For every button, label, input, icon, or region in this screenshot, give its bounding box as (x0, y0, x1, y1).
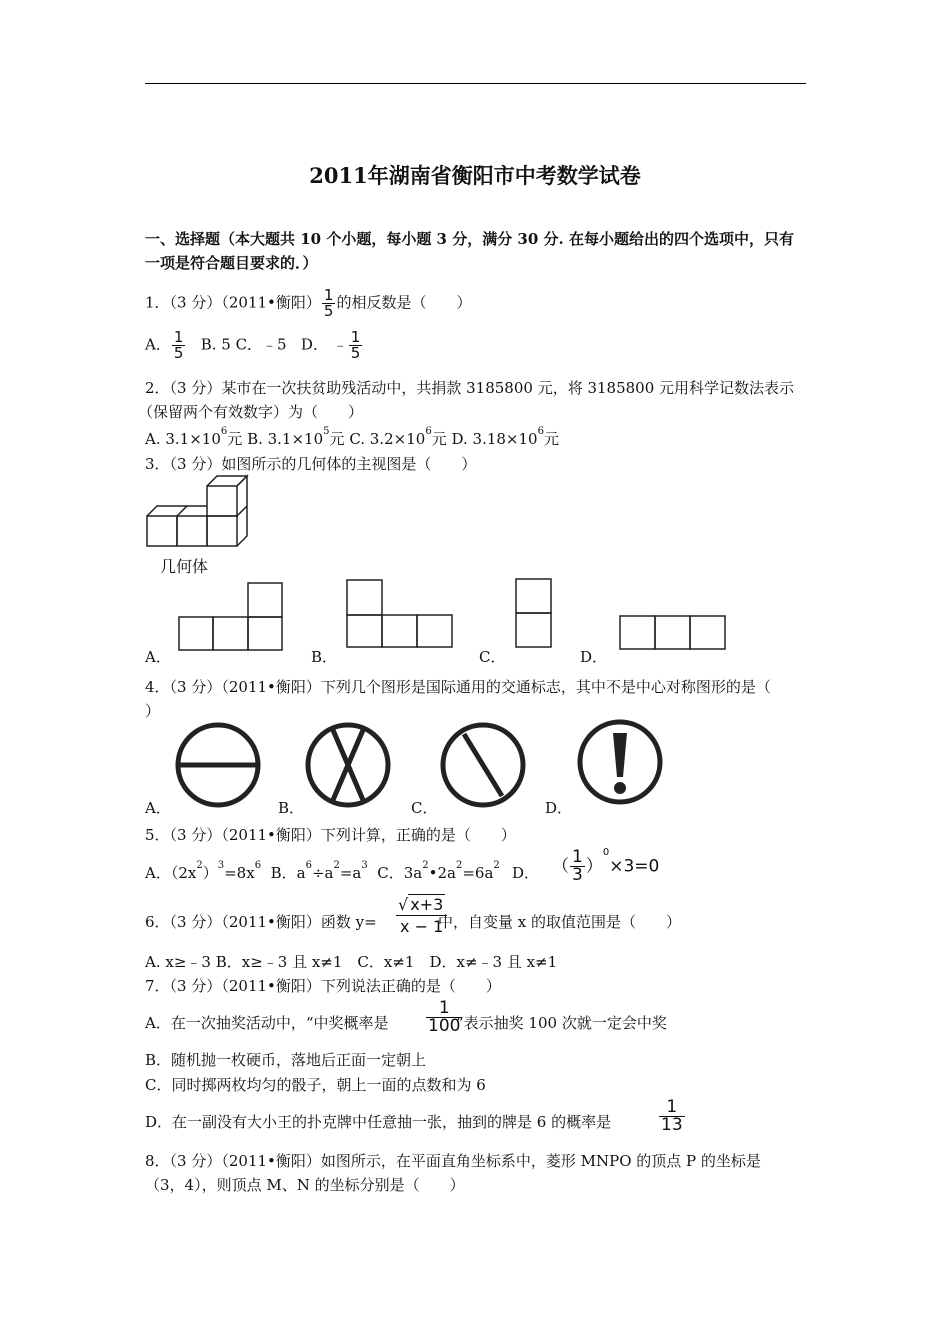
q5-option-d-expression: （ $\frac{1}{3}$ ）$^0$×3=0 (552, 847, 660, 885)
q4-option-c-slash-sign (438, 720, 528, 810)
q3-option-d-label: D． (580, 648, 608, 666)
q1-option-a-label: A． (145, 335, 171, 354)
q1-option-d-fraction: $\frac{1}{5}$ (350, 328, 361, 362)
section1-line1: 一、选择题（本大题共 10 个小题，每小题 3 分，满分 30 分. 在每小题给出的四个选项中，只有 (145, 230, 794, 248)
q1-option-d-label: D． (300, 335, 328, 354)
q6-options: A. x≥﹣3 B．x≥﹣3 且 x≠1 C．x≠1 D．x≠﹣3 且 x≠1 (145, 953, 558, 971)
q7-option-a-fraction: $\frac{1}{100}$ (428, 998, 461, 1036)
q6-function-fraction: √ x+3 x − 1 (396, 897, 447, 935)
q5-options (145, 862, 500, 883)
q3-stem: 3．（3 分）如图所示的几何体的主视图是（ ） (145, 455, 477, 473)
q7-option-d-fraction: $\frac{1}{13}$ (661, 1097, 683, 1135)
q1-option-bc: B. 5 C．﹣5 (200, 335, 287, 354)
q5-option-a: A．$(2x^2)^3=8x^6$ (145, 860, 262, 882)
q7-option-b: B．随机抛一枚硬币，落地后正面一定朝上 (145, 1051, 427, 1069)
q5-stem: 5．（3 分）（2011•衡阳）下列计算，正确的是（ ） (145, 826, 516, 844)
q6-prefix: 6．（3 分）（2011•衡阳）函数 y= (145, 913, 377, 931)
q5-option-d-label: D． (512, 864, 540, 882)
q1-option-a-fraction: $\frac{1}{5}$ (173, 328, 184, 362)
q3-option-d-figure (619, 615, 727, 651)
q7-option-d-pre: D．在一副没有大小王的扑克牌中任意抽一张，抽到的牌是 6 的概率是 (145, 1113, 612, 1131)
q4-option-a-no-entry-sign (173, 720, 263, 810)
q4-option-d-exclamation-sign (575, 717, 665, 807)
q2-line2: （保留两个有效数字）为（ ） (138, 403, 364, 421)
q5-option-b: B．$a^6\div a^2=a^3$ (270, 860, 368, 882)
q3-figure-caption: 几何体 (160, 557, 209, 576)
q1-options: A． $\frac{1}{5}$ B. 5 C．﹣5 D． ﹣ $\frac{1}{5}$ (145, 328, 361, 362)
q4-line1: 4．（3 分）（2011•衡阳）下列几个图形是国际通用的交通标志，其中不是中心对称图形的是（ (145, 678, 771, 696)
q2-options: A. $3.1\times 10^6$元 B. $3.1\times 10^5$元 C. $3.2\times 10^6$元 D. $3.18\times 10^6$元 (145, 426, 559, 448)
q3-option-c-label: C． (479, 648, 506, 666)
q4-option-c-label: C． (411, 799, 438, 817)
q4-option-b-label: B． (278, 799, 305, 817)
q5-option-c: C．$3a^2•2a^2=6a^2$ (377, 860, 500, 882)
q1-suffix: 的相反数是（ ） (336, 293, 472, 312)
q7-option-c: C．同时掷两枚均匀的骰子，朝上一面的点数和为 6 (145, 1076, 486, 1094)
q3-option-a-figure (178, 582, 284, 652)
q7-stem: 7．（3 分）（2011•衡阳）下列说法正确的是（ ） (145, 977, 501, 995)
q7-option-a-post: ”表示抽奖 100 次就一定会中奖 (456, 1014, 667, 1032)
top-rule (145, 83, 806, 84)
q3-option-c-figure (515, 578, 553, 648)
q4-option-d-label: D． (545, 799, 573, 817)
q4-option-b-crossing-sign (303, 720, 393, 810)
q2-line1: 2．（3 分）某市在一次扶贫助残活动中，共捐款 3185800 元，将 3185800 元用科学记数法表示 (145, 379, 795, 397)
q8-line2: （3，4），则顶点 M、N 的坐标分别是（ ） (145, 1176, 465, 1194)
section1-line2: 一项是符合题目要求的．） (145, 254, 318, 272)
q3-option-a-label: A． (145, 648, 171, 666)
q4-option-a-label: A． (145, 799, 171, 817)
q3-geometry-solid-figure (140, 470, 260, 550)
q7-option-a-pre: A．在一次抽奖活动中，“中奖概率是 (145, 1014, 389, 1032)
q6-suffix: 中，自变量 x 的取值范围是（ ） (438, 913, 681, 931)
exam-title: 2011年湖南省衡阳市中考数学试卷 (309, 163, 641, 188)
q3-option-b-label: B． (311, 648, 338, 666)
q1-fraction: $\frac{1}{5}$ (323, 286, 334, 320)
q1-prefix: 1．（3 分）（2011•衡阳） (145, 293, 321, 312)
q4-line2: ） (145, 702, 161, 720)
q1-stem (145, 288, 471, 319)
q3-option-b-figure (346, 579, 454, 649)
q8-line1: 8．（3 分）（2011•衡阳）如图所示，在平面直角坐标系中，菱形 MNPO 的顶点 P 的坐标是 (145, 1152, 761, 1170)
